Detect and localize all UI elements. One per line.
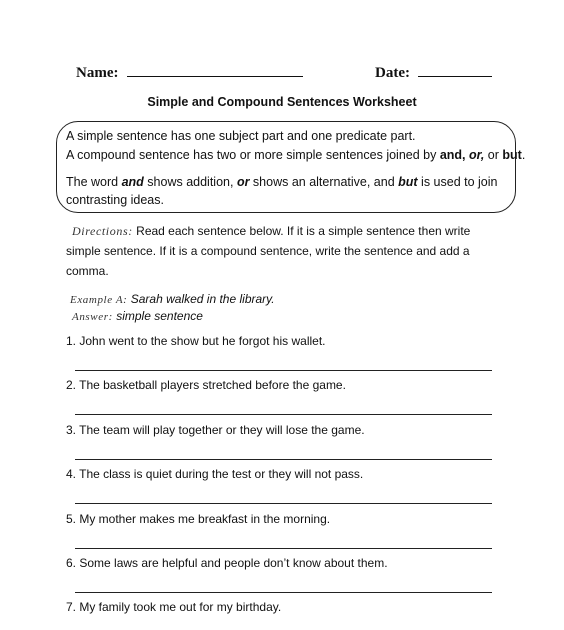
directions-line-3: comma. — [66, 264, 109, 278]
date-label: Date: — [375, 65, 410, 81]
answer-line-4[interactable] — [75, 503, 492, 504]
definition-conjunctions: The word and shows addition, or shows an alternative, and but is used to join — [66, 175, 498, 189]
answer-label: Answer: — [72, 311, 113, 323]
answer-line-3[interactable] — [75, 459, 492, 460]
date-input-line[interactable] — [418, 76, 492, 77]
answer-line-2[interactable] — [75, 414, 492, 415]
name-input-line[interactable] — [127, 76, 303, 77]
answer-text: simple sentence — [112, 309, 203, 323]
answer-line-1[interactable] — [75, 370, 492, 371]
question-1: 1. John went to the show but he forgot his wallet. — [66, 334, 326, 348]
example-line — [70, 290, 275, 308]
question-5: 5. My mother makes me breakfast in the morning. — [66, 512, 331, 526]
answer-line-5[interactable] — [75, 548, 492, 549]
question-6: 6. Some laws are helpful and people don’t know about them. — [66, 556, 388, 570]
name-field — [76, 64, 303, 82]
example-sentence: Sarah walked in the library. — [127, 292, 275, 306]
name-label: Name: — [76, 65, 119, 81]
answer-line-6[interactable] — [75, 592, 492, 593]
example-label: Example A: — [70, 294, 128, 306]
question-3: 3. The team will play together or they will lose the game. — [66, 423, 365, 437]
question-2: 2. The basketball players stretched before the game. — [66, 378, 346, 392]
date-field — [375, 64, 492, 82]
question-7: 7. My family took me out for my birthday. — [66, 600, 282, 614]
worksheet-title: Simple and Compound Sentences Worksheet — [147, 95, 417, 109]
definition-simple: A simple sentence has one subject part and one predicate part. — [66, 129, 416, 143]
directions-label: Directions: — [72, 224, 133, 238]
question-4: 4. The class is quiet during the test or they will not pass. — [66, 467, 364, 481]
directions-line-2: simple sentence. If it is a compound sentence, write the sentence and add a — [66, 244, 470, 258]
directions-line-1: Directions: Read each sentence below. If it is a simple sentence then write — [72, 224, 471, 238]
answer-line — [72, 307, 203, 325]
definition-compound: A compound sentence has two or more simple sentences joined by and, or, or but. — [66, 148, 526, 162]
definition-contrast: contrasting ideas. — [66, 193, 164, 207]
